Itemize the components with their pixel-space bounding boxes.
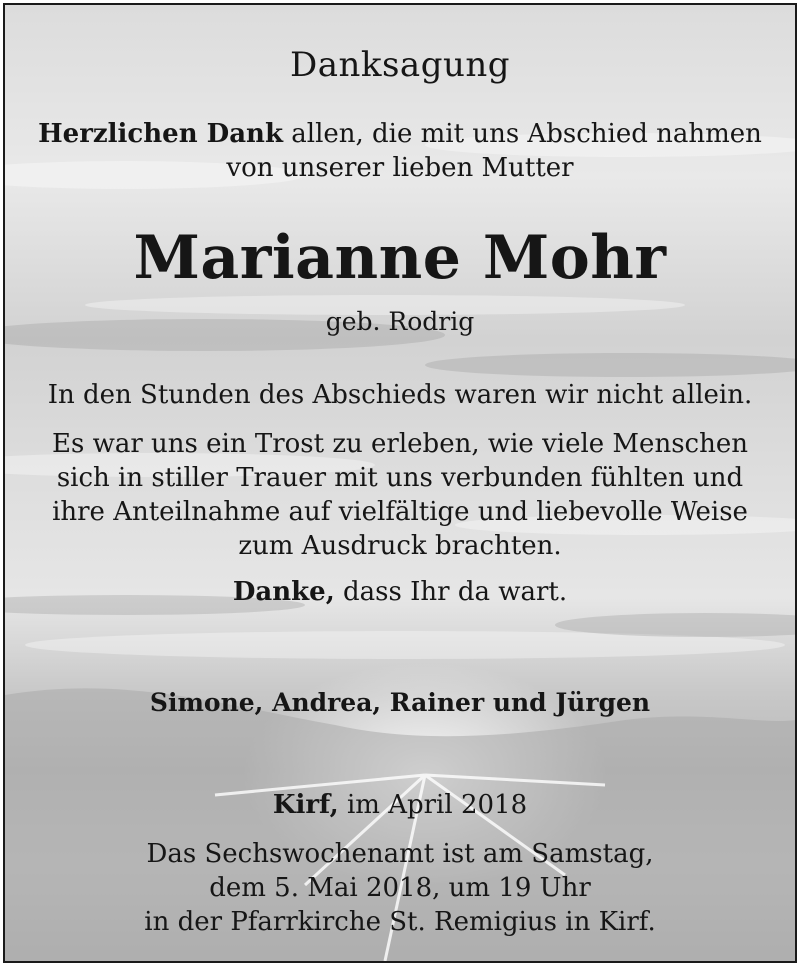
paragraph-2-line: Es war uns ein Trost zu erleben, wie viele Menschen <box>52 429 748 459</box>
thanks-bold: Danke, <box>232 577 335 607</box>
paragraph-2-line: sich in stiller Trauer mit uns verbunden fühlten und <box>56 463 744 493</box>
service-info <box>5 837 795 939</box>
birth-name: geb. Rodrig <box>325 307 475 336</box>
intro-line-2: von unserer lieben Mutter <box>226 153 574 183</box>
intro-rest: allen, die mit uns Abschied nahmen <box>282 119 762 149</box>
service-line: dem 5. Mai 2018, um 19 Uhr <box>209 873 591 903</box>
paragraph-2-line: ihre Anteilnahme auf vielfältige und liebevolle Weise <box>52 497 748 527</box>
obituary-notice <box>3 3 797 963</box>
deceased-name: Marianne Mohr <box>133 223 667 293</box>
thanks-line <box>5 577 795 607</box>
service-line: in der Pfarrkirche St. Remigius in Kirf. <box>144 907 656 937</box>
place-bold: Kirf, <box>272 790 339 820</box>
service-line: Das Sechswochenamt ist am Samstag, <box>146 839 654 869</box>
place-rest: im April 2018 <box>338 790 528 820</box>
intro-text <box>5 117 795 185</box>
paragraph-2 <box>5 427 795 563</box>
place-date <box>5 790 795 820</box>
family-signature: Simone, Andrea, Rainer und Jürgen <box>149 688 651 717</box>
paragraph-1: In den Stunden des Abschieds waren wir nicht allein. <box>47 380 753 410</box>
notice-heading: Danksagung <box>289 45 511 85</box>
thanks-rest: dass Ihr da wart. <box>334 577 568 607</box>
paragraph-2-line: zum Ausdruck brachten. <box>238 531 562 561</box>
intro-bold: Herzlichen Dank <box>38 119 283 149</box>
